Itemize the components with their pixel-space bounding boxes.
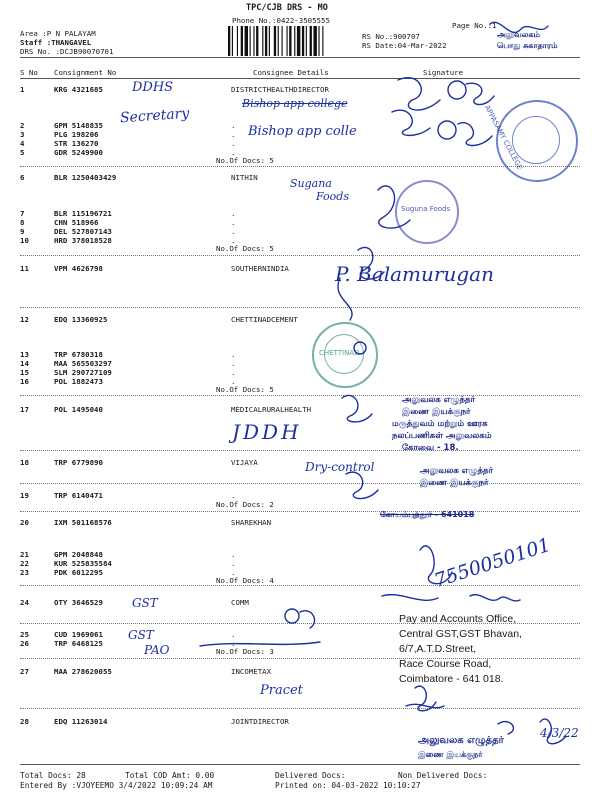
row-sno: 23 [20,568,29,577]
row-docs-count: No.Of Docs: 5 [216,385,274,394]
row-consignment-no: HRD 378018528 [54,236,112,245]
row-sno: 1 [20,85,25,94]
drs-number: DRS No. :DCJB90070701 [20,47,114,56]
pao-stamp-line1: Pay and Accounts Office, [399,613,517,625]
row-sno: 14 [20,359,29,368]
hw-phone-number: 7550050101 [431,533,554,593]
row-consignee-details: SOUTHERNINDIA [231,264,289,273]
row-sno: 20 [20,518,29,527]
hw-jddh: JDDH [232,420,302,444]
tamil-stamp-mid-line5: கோவை - 18. [402,443,459,453]
tamil-stamp-mid-line4: நலப்பணிகள் அலுவலகம் [392,431,492,441]
row-consignment-no: BLR 1250403429 [54,173,117,182]
row-consignment-no: TRP 6779890 [54,458,103,467]
row-consignee-details: . [231,359,236,368]
delivered-docs: Delivered Docs: [275,771,346,780]
row-docs-count: No.Of Docs: 5 [216,244,274,253]
row-consignment-no: STR 136270 [54,139,99,148]
row-consignee-details: VIJAYA [231,458,258,467]
tamil-stamp-lower-line3: கோயம்புத்தூர் - 641018 [380,510,475,519]
document-title: TPC/CJB DRS - MO [246,3,328,13]
page-number: Page No.:1 [452,21,497,30]
row-consignment-no: POL 1495040 [54,405,103,414]
row-consignment-no: KRG 4321685 [54,85,103,94]
total-cod: Total COD Amt: 0.00 [125,771,215,780]
hw-bishop-2: Bishop app colle [248,124,357,139]
row-consignment-no: CHN 518966 [54,218,99,227]
row-consignee-details: . [231,218,236,227]
pao-stamp-line5: Coimbatore - 641 018. [399,673,504,685]
tamil-stamp-lower-line1: அலுவலக எழுத்தர் [420,466,494,476]
row-sno: 18 [20,458,29,467]
row-consignment-no: EDQ 13360925 [54,315,108,324]
row-docs-count: No.Of Docs: 4 [216,576,274,585]
row-docs-count: No.Of Docs: 2 [216,500,274,509]
row-sno: 11 [20,264,29,273]
row-sno: 3 [20,130,25,139]
hw-signature-row11: P. Balamurugan [335,262,494,286]
row-consignment-no: BLR 115196721 [54,209,112,218]
row-consignment-no: CUD 1969061 [54,630,103,639]
row-consignment-no: DEL 527807143 [54,227,112,236]
row-sno: 15 [20,368,29,377]
total-docs: Total Docs: 28 [20,771,86,780]
row-sno: 26 [20,639,29,648]
hw-gst-25: GST [128,628,154,642]
row-sno: 27 [20,667,29,676]
row-consignee-details: . [231,568,236,577]
row-consignee-details: CHETTINADCEMENT [231,315,298,324]
row-consignee-details: . [231,236,236,245]
row-sno: 6 [20,173,25,182]
chettinad-stamp-text: CHETTINAD [319,349,360,357]
tamil-stamp-mid-line1: அலுவலக எழுத்தர் [402,395,476,405]
row-consignee-details: . [231,209,236,218]
row-docs-count: No.Of Docs: 3 [216,647,274,656]
tamil-stamp-lower-line2: இணை இயக்குநர் [420,478,489,488]
tamil-stamp-top-line1: அலுவலகம் [497,30,540,39]
row-consignee-details: . [231,139,236,148]
hw-pracet: Pracet [260,683,303,698]
tamil-stamp-top-line2: பொது சுகாதாரம் [497,41,558,50]
hw-pao: PAO [144,643,170,657]
row-consignment-no: GDR 5249900 [54,148,103,157]
row-sno: 10 [20,236,29,245]
hw-gst-24: GST [132,596,158,610]
row-consignee-details: . [231,130,236,139]
col-consignment: Consignment No [54,68,117,77]
row-consignee-details: INCOMETAX [231,667,272,676]
row-consignee-details: . [231,148,236,157]
row-consignment-no: TRP 6468125 [54,639,103,648]
row-sno: 25 [20,630,29,639]
row-consignment-no: IXM 501168576 [54,518,112,527]
row-consignment-no: SLM 290727109 [54,368,112,377]
row-sno: 28 [20,717,29,726]
row-consignee-details: . [231,639,236,648]
row-consignment-no: VPM 4626798 [54,264,103,273]
jd-stamp-line1: அலுவலக எழுத்தர் [418,735,504,746]
appasamy-stamp-text: APPASAMY COLLEGE [482,104,524,172]
non-delivered-docs: Non Delivered Docs: [398,771,488,780]
row-consignee-details: COMM [231,598,249,607]
row-consignment-no: POL 1882473 [54,377,103,386]
row-consignee-details: NITHIN [231,173,258,182]
tamil-stamp-mid-line2: இணை இயக்குநர் [402,407,471,417]
row-sno: 19 [20,491,29,500]
row-consignment-no: MAA 565503297 [54,359,112,368]
rs-number: RS No.:900707 [362,32,420,41]
row-consignment-no: PDK 6012295 [54,568,103,577]
hw-dry-control: Dry-control [305,460,375,474]
tamil-stamp-mid-line3: மருத்துவம் மற்றும் ஊரக [392,419,488,429]
hw-secretary: Secretary [119,105,190,127]
col-sno: S No [20,68,38,77]
row-sno: 24 [20,598,29,607]
row-consignment-no: PLG 198206 [54,130,99,139]
row-sno: 9 [20,227,25,236]
jd-stamp-line2: இணை இயக்குநர் [418,750,483,759]
row-consignee-details: . [231,368,236,377]
phone-number: Phone No.:0422-3505555 [232,16,330,25]
row-consignment-no: MAA 278620055 [54,667,112,676]
hw-bishop-1: Bishop app college [242,97,348,110]
row-consignee-details: . [231,559,236,568]
row-consignment-no: TRP 6780318 [54,350,103,359]
row-sno: 7 [20,209,25,218]
entered-by: Entered By :VJOYEEMO 3/4/2022 10:09:24 AM [20,781,213,790]
col-consignee-details: Consignee Details [253,68,329,77]
rs-date: RS Date:04-Mar-2022 [362,41,447,50]
row-consignee-details: SHAREKHAN [231,518,272,527]
row-consignee-details: . [231,550,236,559]
row-consignee-details: MEDICALRURALHEALTH [231,405,312,414]
row-consignment-no: EDQ 11263014 [54,717,108,726]
row-consignee-details: . [231,377,236,386]
row-consignee-details: . [231,491,236,500]
row-sno: 16 [20,377,29,386]
row-consignee-details: DISTRICTHEALTHDIRECTOR [231,85,329,94]
hw-foods: Foods [316,190,349,203]
pao-stamp-line2: Central GST,GST Bhavan, [399,628,522,640]
row-sno: 5 [20,148,25,157]
row-sno: 4 [20,139,25,148]
row-sno: 12 [20,315,29,324]
row-sno: 17 [20,405,29,414]
row-docs-count: No.Of Docs: 5 [216,156,274,165]
pao-stamp-line3: 6/7,A.T.D.Street, [399,643,477,655]
row-consignee-details: . [231,121,236,130]
hw-sugana: Sugana [290,177,332,190]
row-consignment-no: KUR 525835584 [54,559,112,568]
row-sno: 13 [20,350,29,359]
hw-ddhs: DDHS [132,80,174,95]
pao-stamp-line4: Race Course Road, [399,658,492,670]
row-consignment-no: TRP 6140471 [54,491,103,500]
col-signature: Signature [423,68,464,77]
row-consignee-details: JOINTDIRECTOR [231,717,289,726]
area-label: Area :P N PALAYAM [20,29,96,38]
row-sno: 2 [20,121,25,130]
row-consignment-no: GPM 2048848 [54,550,103,559]
suguna-stamp-text: Suguna Foods [401,205,451,213]
row-consignment-no: GPM 5148835 [54,121,103,130]
row-sno: 21 [20,550,29,559]
row-consignee-details: . [231,350,236,359]
row-consignee-details: . [231,630,236,639]
row-sno: 8 [20,218,25,227]
row-consignment-no: OTY 3646529 [54,598,103,607]
staff-label: Staff :THANGAVEL [20,38,92,47]
row-consignee-details: . [231,227,236,236]
printed-on: Printed on: 04-03-2022 10:10:27 [275,781,421,790]
row-sno: 22 [20,559,29,568]
hw-date: 4/3/22 [540,726,579,740]
